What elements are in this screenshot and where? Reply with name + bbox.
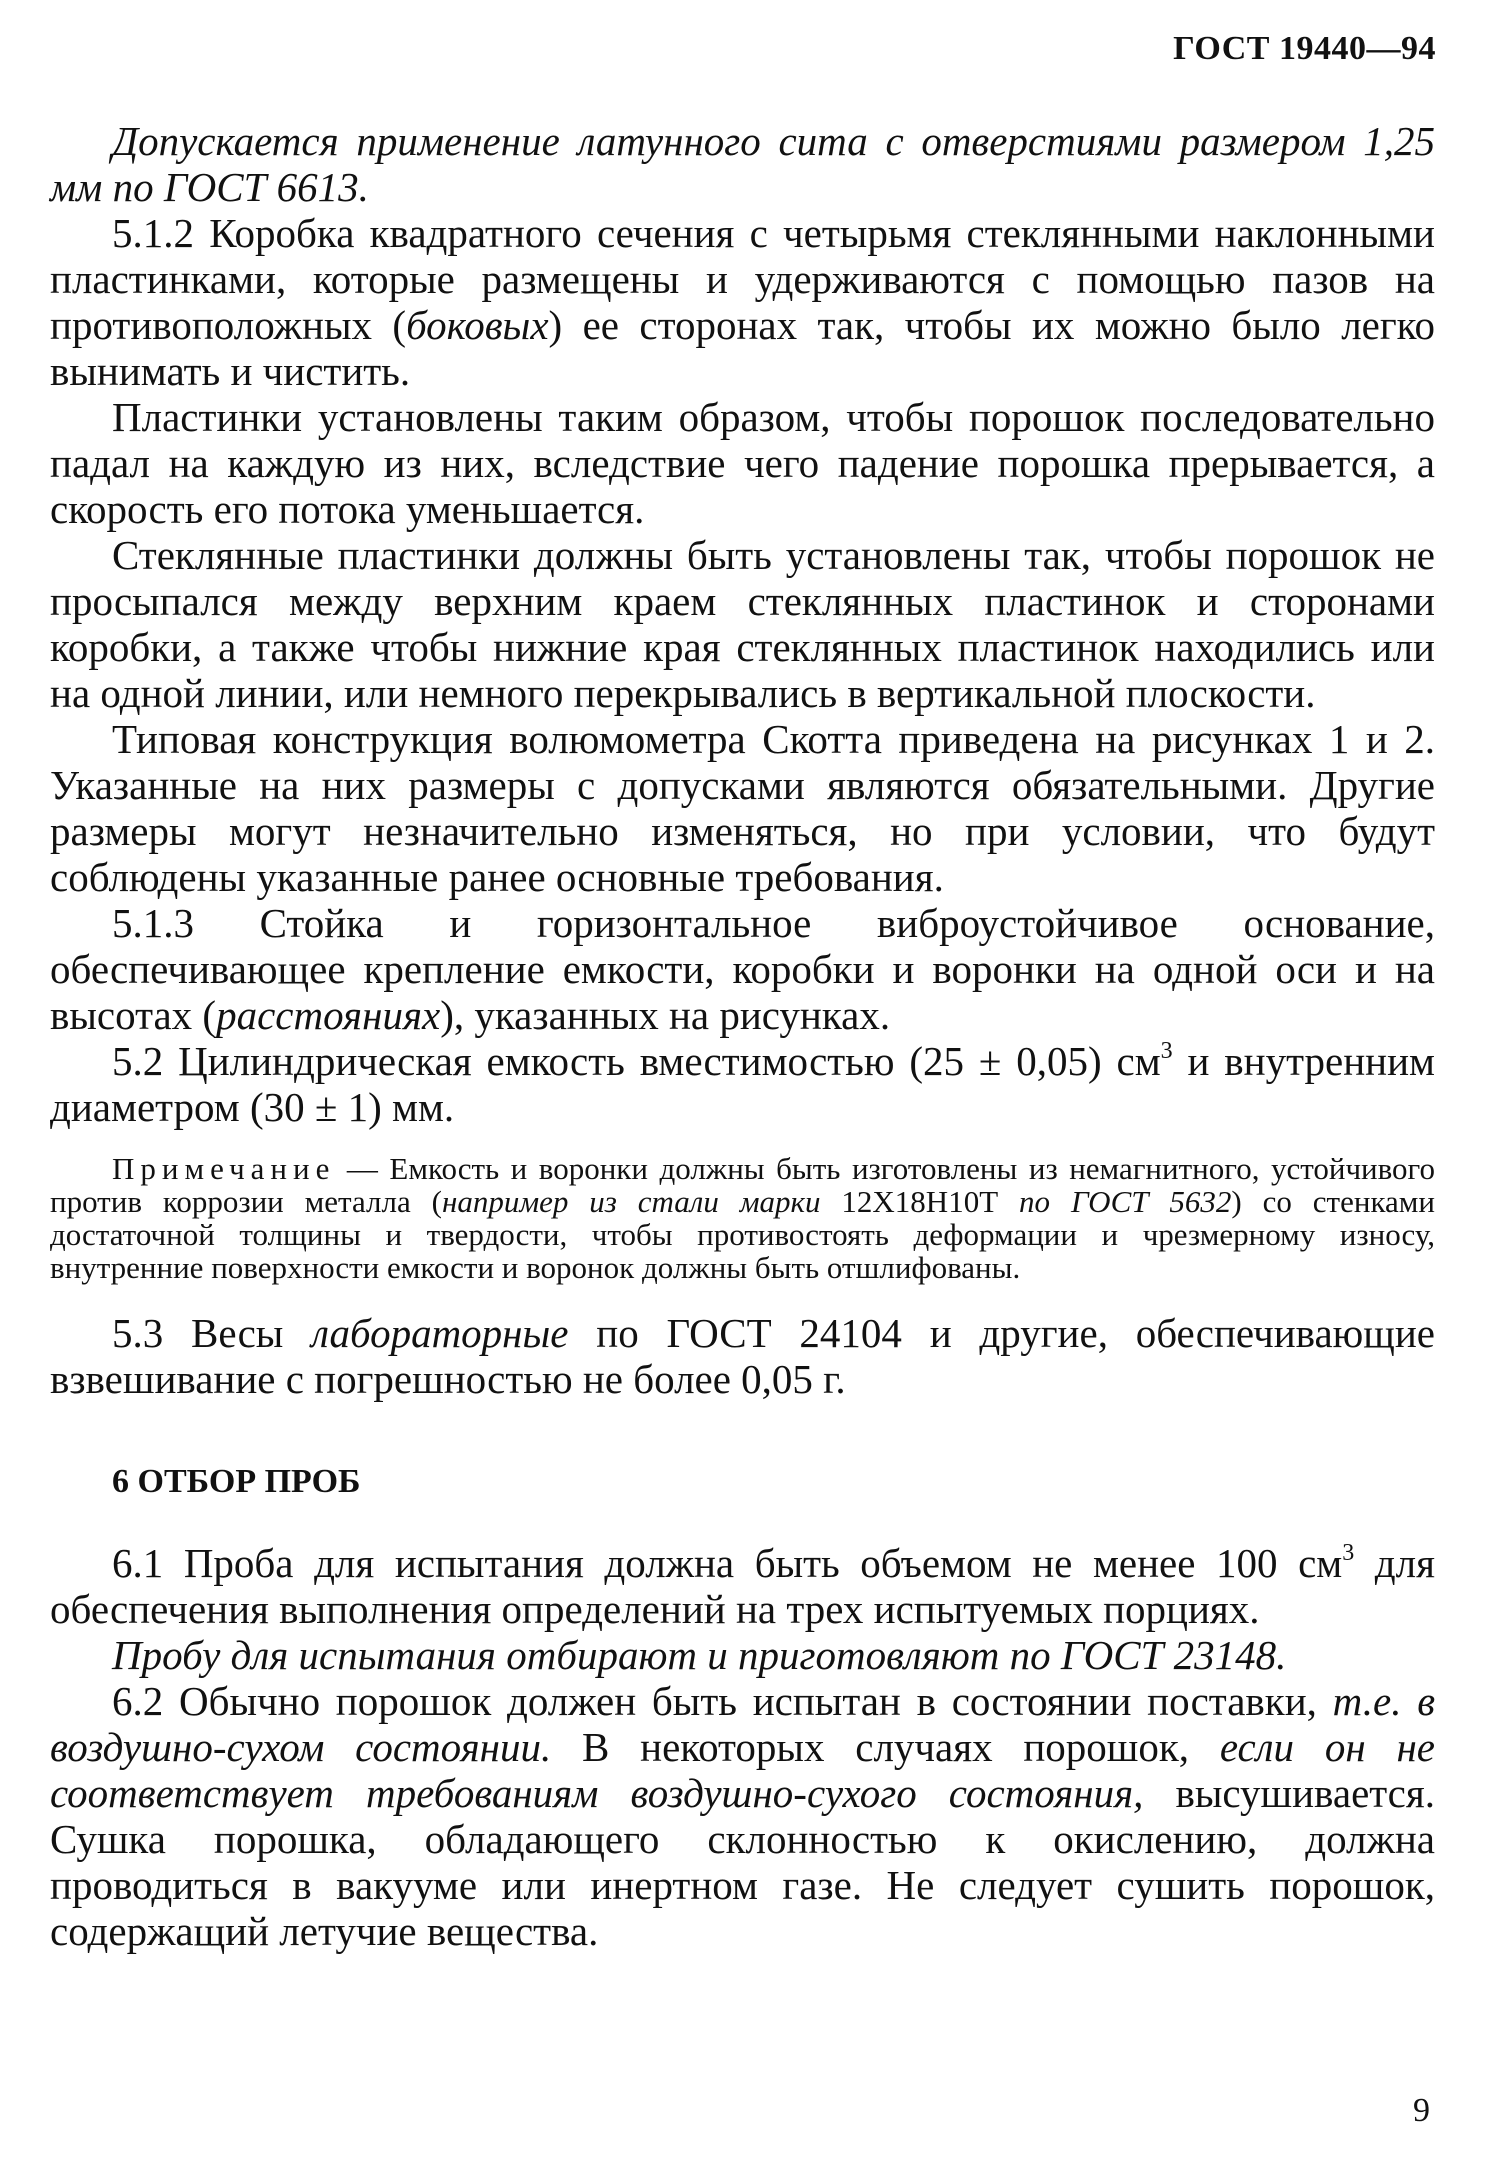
text: по ГОСТ 24104 и другие, обеспечивающие взвешивание с погрешностью не более 0,05 г. [50, 1310, 1435, 1402]
text-italic: по ГОСТ 5632 [1019, 1184, 1232, 1219]
text: 5.1.2 Коробка квадратного сечения с четырьмя стеклянными наклонными пластинками, которые размещены и удерживаются с помощью пазов на противоположных ( [50, 210, 1435, 348]
paragraph-plates-installed: Пластинки установлены таким образом, чтобы порошок последовательно падал на каждую из них, вследствие чего падение порошка прерывается, а скорость его потока уменьшается. [50, 394, 1435, 532]
text: В некоторых случаях порошок, [551, 1724, 1220, 1770]
paragraph-6-2 [50, 1678, 1435, 1954]
note-label: Примечание [112, 1151, 336, 1186]
paragraph-5-3 [50, 1310, 1435, 1402]
text: 5.3 Весы [112, 1310, 312, 1356]
paragraph-glass-plates: Стеклянные пластинки должны быть установлены так, чтобы порошок не просыпался между верхним краем стеклянных пластинок и сторонами коробки, а также чтобы нижние края стеклянных пластинок находились или на одной линии, или немного перекрывались в вертикальной плоскости. [50, 532, 1435, 716]
document-body [50, 118, 1435, 1954]
paragraph-sampling: Пробу для испытания отбирают и приготовляют по ГОСТ 23148. [112, 1632, 1287, 1678]
text: ) ее сторонах так, чтобы их можно было легко вынимать и чистить. [50, 302, 1436, 394]
text-italic: если он не соответствует требованиям воздушно-сухого состояния, [50, 1724, 1435, 1816]
text: высушивается. Сушка порошка, обладающего склонностью к окислению, должна проводиться в вакууме или инертном газе. Не следует сушить порошок, содержащий летучие вещества. [50, 1770, 1435, 1954]
document-header: ГОСТ 19440—94 [1173, 30, 1436, 67]
page-number: 9 [1413, 2092, 1430, 2129]
text-italic: расстояниях [216, 992, 441, 1038]
text: ), указанных на рисунках. [440, 992, 891, 1038]
note-block [50, 1152, 1435, 1284]
paragraph-6-1 [50, 1540, 1435, 1632]
section-title: 6 ОТБОР ПРОБ [112, 1463, 361, 1500]
text: 12Х18Н10Т [820, 1184, 1020, 1219]
text: ) со стенками достаточной толщины и твердости, чтобы противостоять деформации и чрезмерному износу, внутренние поверхности емкости и воронок должны быть отшлифованы. [50, 1184, 1435, 1285]
text: для обеспечения выполнения определений на трех испытуемых порциях. [50, 1540, 1435, 1632]
text: 5.2 Цилиндрическая емкость вместимостью (25 ± 0,05) см [112, 1038, 1161, 1084]
paragraph-5-1-3 [50, 900, 1435, 1038]
paragraph-5-2 [50, 1038, 1435, 1130]
text: 6.1 Проба для испытания должна быть объемом не менее 100 см [112, 1540, 1343, 1586]
text: — Емкость и воронки должны быть изготовлены из немагнитного, устойчивого против коррозии металла ( [50, 1151, 1435, 1219]
paragraph-typical-design: Типовая конструкция волюмометра Скотта приведена на рисунках 1 и 2. Указанные на них размеры с допусками являются обязательными. Другие размеры могут незначительно изменяться, но при условии, что будут соблюдены указанные ранее основные требования. [50, 716, 1435, 900]
superscript: 3 [1160, 1038, 1173, 1064]
text: 5.1.3 Стойка и горизонтальное виброустойчивое основание, обеспечивающее крепление емкости, коробки и воронки на одной оси и на высотах ( [50, 900, 1435, 1038]
text-italic: лабораторные [311, 1310, 569, 1356]
text-italic: например из стали марки [441, 1184, 821, 1219]
paragraph-brass-sieve: Допускается применение латунного сита с отверстиями размером 1,25 мм по ГОСТ 6613. [50, 118, 1435, 210]
text: 6.2 Обычно порошок должен быть испытан в состоянии поставки, [112, 1678, 1333, 1724]
text-italic: т.е. в воздушно-сухом состоянии. [50, 1678, 1435, 1770]
superscript: 3 [1342, 1540, 1355, 1566]
paragraph-5-1-2 [50, 210, 1435, 394]
text-italic: боковых [406, 302, 549, 348]
text: и внутренним диаметром (30 ± 1) мм. [50, 1038, 1435, 1130]
